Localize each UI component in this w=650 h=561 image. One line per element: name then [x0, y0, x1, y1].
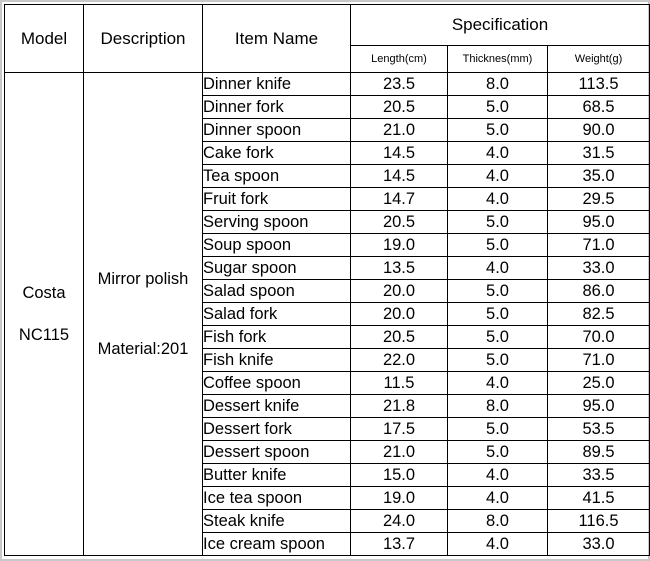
- weight-cell: 90.0: [548, 119, 650, 142]
- item-name-cell: Coffee spoon: [203, 372, 351, 395]
- header-length: Length(cm): [351, 46, 448, 73]
- weight-cell: 29.5: [548, 188, 650, 211]
- length-cell: 19.0: [351, 487, 448, 510]
- length-cell: 14.5: [351, 165, 448, 188]
- item-name-cell: Cake fork: [203, 142, 351, 165]
- length-cell: 14.7: [351, 188, 448, 211]
- weight-cell: 68.5: [548, 96, 650, 119]
- length-cell: 21.0: [351, 441, 448, 464]
- description-material: Material:201: [97, 340, 189, 358]
- thickness-cell: 5.0: [448, 211, 548, 234]
- length-cell: 15.0: [351, 464, 448, 487]
- item-name-cell: Serving spoon: [203, 211, 351, 234]
- item-name-cell: Dessert fork: [203, 418, 351, 441]
- weight-cell: 71.0: [548, 349, 650, 372]
- thickness-cell: 8.0: [448, 73, 548, 96]
- item-name-cell: Salad fork: [203, 303, 351, 326]
- header-weight: Weight(g): [548, 46, 650, 73]
- header-item-name: Item Name: [203, 5, 351, 73]
- weight-cell: 35.0: [548, 165, 650, 188]
- thickness-cell: 5.0: [448, 418, 548, 441]
- item-name-cell: Ice tea spoon: [203, 487, 351, 510]
- item-name-cell: Dessert spoon: [203, 441, 351, 464]
- table-row: [5, 73, 650, 96]
- length-cell: 11.5: [351, 372, 448, 395]
- item-name-cell: Salad spoon: [203, 280, 351, 303]
- thickness-cell: 5.0: [448, 326, 548, 349]
- length-cell: 14.5: [351, 142, 448, 165]
- item-name-cell: Tea spoon: [203, 165, 351, 188]
- weight-cell: 89.5: [548, 441, 650, 464]
- thickness-cell: 4.0: [448, 188, 548, 211]
- thickness-cell: 5.0: [448, 234, 548, 257]
- weight-cell: 70.0: [548, 326, 650, 349]
- weight-cell: 113.5: [548, 73, 650, 96]
- header-model: Model: [5, 5, 84, 73]
- thickness-cell: 8.0: [448, 510, 548, 533]
- thickness-cell: 5.0: [448, 280, 548, 303]
- weight-cell: 95.0: [548, 211, 650, 234]
- specification-table: [4, 4, 650, 556]
- model-name: Costa: [22, 284, 66, 302]
- weight-cell: 33.0: [548, 257, 650, 280]
- length-cell: 20.0: [351, 280, 448, 303]
- item-name-cell: Fish fork: [203, 326, 351, 349]
- model-code: NC115: [18, 326, 70, 344]
- length-cell: 20.0: [351, 303, 448, 326]
- thickness-cell: 8.0: [448, 395, 548, 418]
- weight-cell: 86.0: [548, 280, 650, 303]
- length-cell: 24.0: [351, 510, 448, 533]
- item-name-cell: Dessert knife: [203, 395, 351, 418]
- weight-cell: 25.0: [548, 372, 650, 395]
- item-name-cell: Sugar spoon: [203, 257, 351, 280]
- description-cell: [84, 73, 203, 556]
- weight-cell: 41.5: [548, 487, 650, 510]
- thickness-cell: 4.0: [448, 142, 548, 165]
- thickness-cell: 5.0: [448, 119, 548, 142]
- item-name-cell: Fish knife: [203, 349, 351, 372]
- thickness-cell: 4.0: [448, 464, 548, 487]
- item-name-cell: Dinner fork: [203, 96, 351, 119]
- weight-cell: 95.0: [548, 395, 650, 418]
- thickness-cell: 5.0: [448, 349, 548, 372]
- length-cell: 17.5: [351, 418, 448, 441]
- description-finish: Mirror polish: [97, 270, 189, 288]
- thickness-cell: 4.0: [448, 165, 548, 188]
- item-name-cell: Soup spoon: [203, 234, 351, 257]
- spacer: [5, 303, 83, 325]
- length-cell: 20.5: [351, 211, 448, 234]
- item-name-cell: Butter knife: [203, 464, 351, 487]
- length-cell: 21.8: [351, 395, 448, 418]
- item-name-cell: Steak knife: [203, 510, 351, 533]
- weight-cell: 82.5: [548, 303, 650, 326]
- thickness-cell: 4.0: [448, 372, 548, 395]
- header-row: [5, 5, 650, 46]
- header-thickness: Thicknes(mm): [448, 46, 548, 73]
- length-cell: 13.7: [351, 533, 448, 556]
- thickness-cell: 5.0: [448, 96, 548, 119]
- weight-cell: 33.0: [548, 533, 650, 556]
- table-body: [5, 73, 650, 556]
- header-specification: Specification: [351, 5, 650, 46]
- spacer: [98, 289, 189, 339]
- length-cell: 21.0: [351, 119, 448, 142]
- item-name-cell: Fruit fork: [203, 188, 351, 211]
- weight-cell: 31.5: [548, 142, 650, 165]
- weight-cell: 71.0: [548, 234, 650, 257]
- length-cell: 13.5: [351, 257, 448, 280]
- thickness-cell: 5.0: [448, 303, 548, 326]
- weight-cell: 116.5: [548, 510, 650, 533]
- thickness-cell: 4.0: [448, 533, 548, 556]
- item-name-cell: Dinner knife: [203, 73, 351, 96]
- thickness-cell: 5.0: [448, 441, 548, 464]
- header-description: Description: [84, 5, 203, 73]
- model-cell: [5, 73, 84, 556]
- length-cell: 20.5: [351, 96, 448, 119]
- thickness-cell: 4.0: [448, 257, 548, 280]
- description-block: [98, 269, 189, 359]
- length-cell: 20.5: [351, 326, 448, 349]
- length-cell: 19.0: [351, 234, 448, 257]
- length-cell: 23.5: [351, 73, 448, 96]
- item-name-cell: Ice cream spoon: [203, 533, 351, 556]
- weight-cell: 53.5: [548, 418, 650, 441]
- length-cell: 22.0: [351, 349, 448, 372]
- weight-cell: 33.5: [548, 464, 650, 487]
- thickness-cell: 4.0: [448, 487, 548, 510]
- item-name-cell: Dinner spoon: [203, 119, 351, 142]
